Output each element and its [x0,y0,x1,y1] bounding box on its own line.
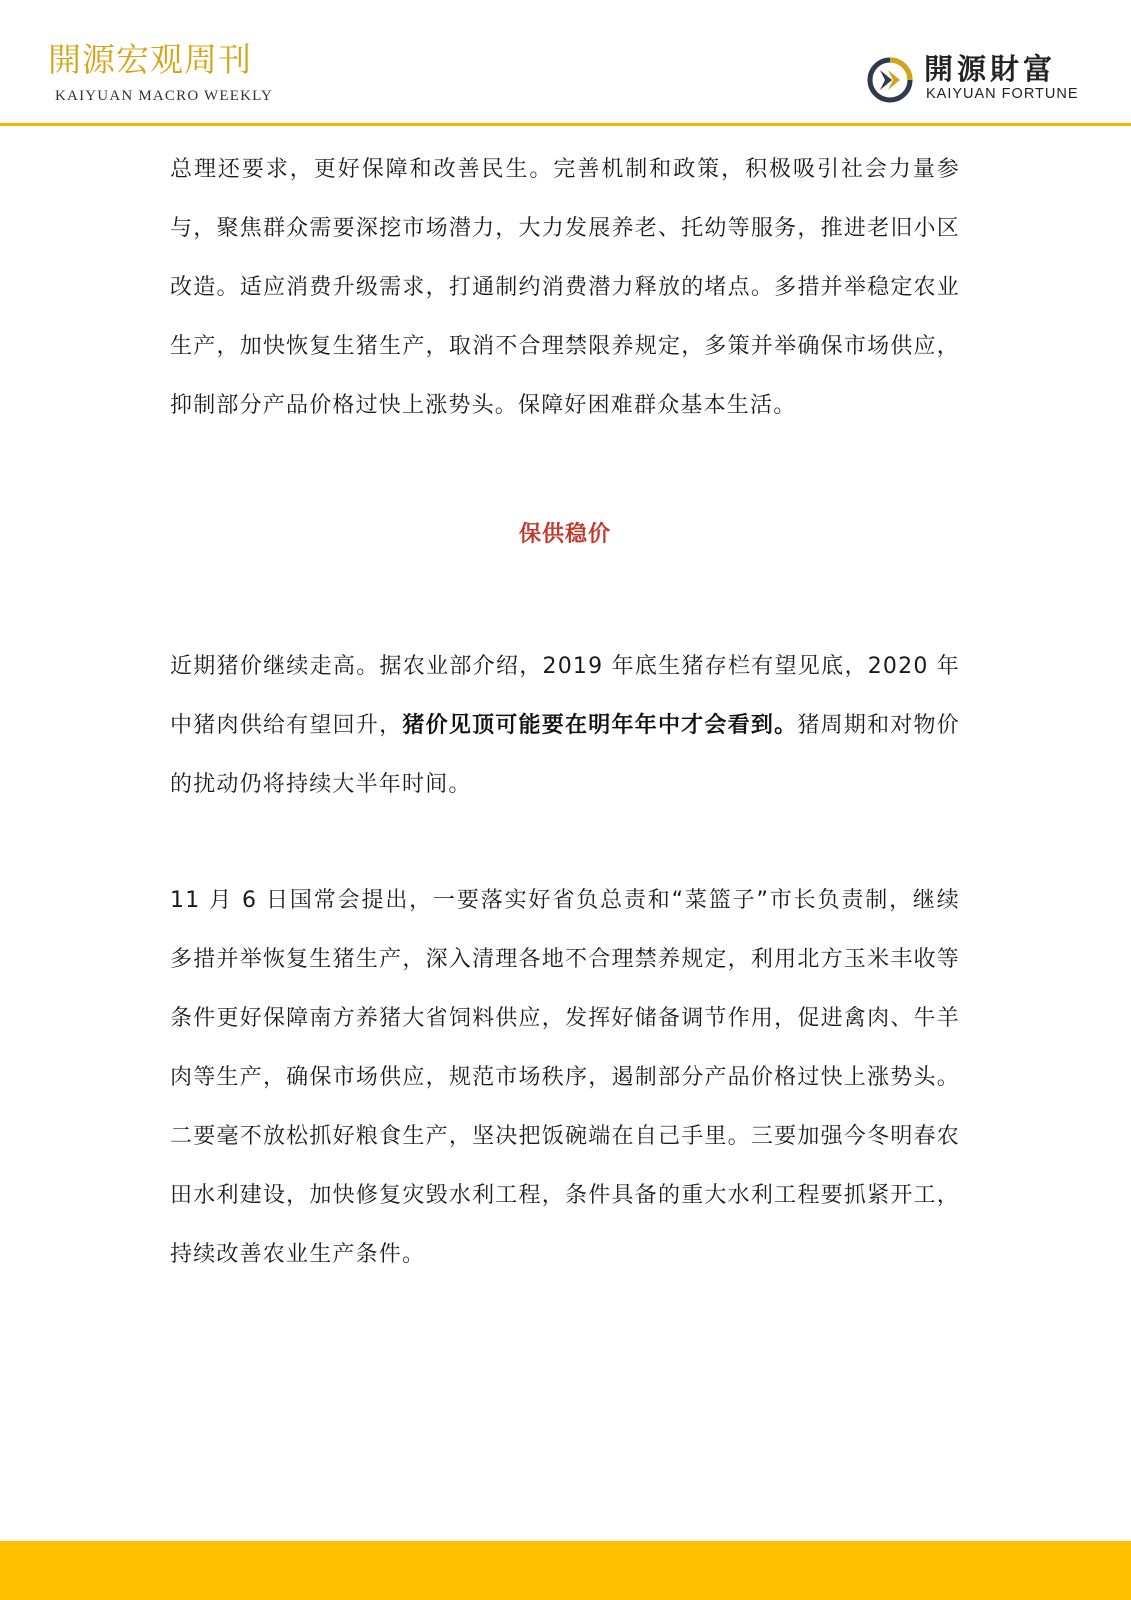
header-divider [0,123,1131,126]
section-heading: 保供稳价 [518,522,611,547]
footer-bar [0,1541,1131,1600]
logo-name-cn: 開源財富 [924,52,1057,86]
document-body [170,140,960,1284]
paragraph-pork-price-text-1: 近期猪价继续走高。据农业部介绍，2019 年底生猪存栏有望见底，2020 年中猪肉供给有望回升， [170,654,960,738]
paragraph-pork-price-text-2: 猪周期和对物价的扰动仍将持续大半年时间。 [170,713,960,797]
publication-subtitle: KAIYUAN MACRO WEEKLY [55,88,274,104]
paragraph-state-council: 11 月 6 日国常会提出，一要落实好省负总责和“菜篮子”市长负责制，继续多措并举恢复生猪生产，深入清理各地不合理禁养规定，利用北方玉米丰收等条件更好保障南方养猪大省饲料供应，发挥好储备调节作用，促进禽肉、牛羊肉等生产，确保市场供应，规范市场秩序，遏制部分产品价格过快上涨势头。二要毫不放松抓好粮食生产，坚决把饭碗端在自己手里。三要加强今冬明春农田水利建设，加快修复灾毁水利工程，条件具备的重大水利工程要抓紧开工，持续改善农业生产条件。 [170,888,960,1267]
page-header [0,0,1131,126]
company-logo [866,50,1106,106]
paragraph-pork-price [170,637,960,814]
paragraph-livelihood: 总理还要求，更好保障和改善民生。完善机制和政策，积极吸引社会力量参与，聚焦群众需要深挖市场潜力，大力发展养老、托幼等服务，推进老旧小区改造。适应消费升级需求，打通制约消费潜力释放的堵点。多措并举稳定农业生产，加快恢复生猪生产，取消不合理禁限养规定，多策并举确保市场供应，抑制部分产品价格过快上涨势头。保障好困难群众基本生活。 [170,157,960,418]
logo-name-en: KAIYUAN FORTUNE [926,86,1079,102]
publication-title: 開源宏观周刊 [48,40,252,79]
kaiyuan-logo-mark-icon [866,56,914,104]
paragraph-pork-price-bold: 猪价见顶可能要在明年年中才会看到。 [402,713,798,738]
